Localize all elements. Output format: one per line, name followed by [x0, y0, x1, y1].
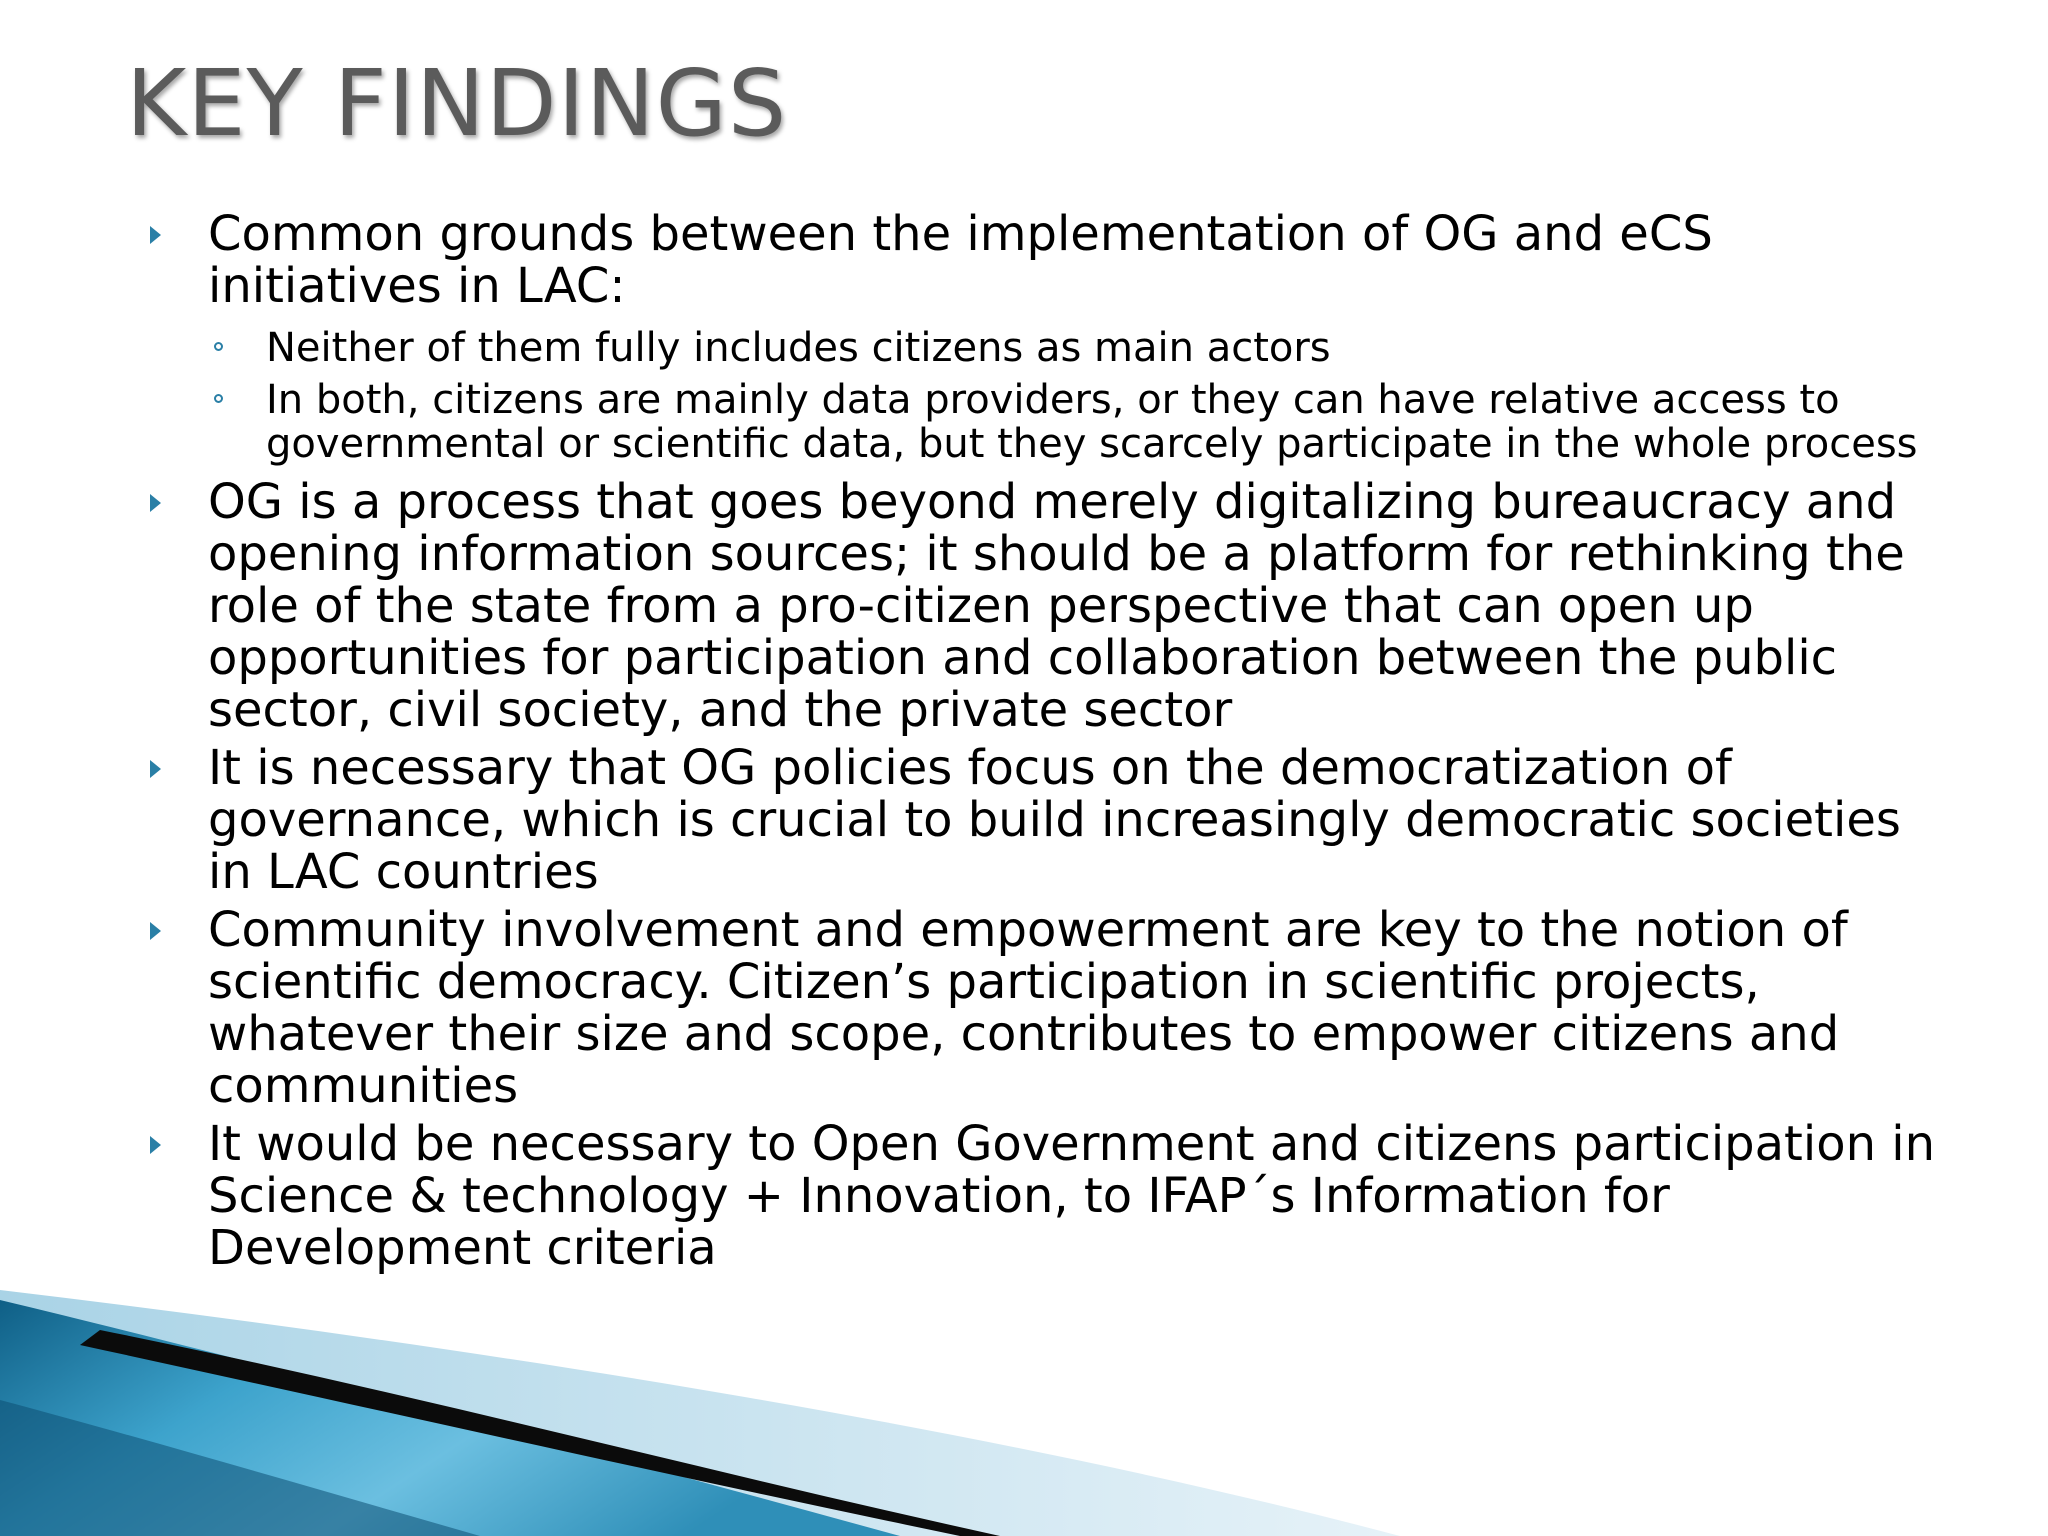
subitem-citizens-actors	[208, 326, 1950, 370]
finding-item-ifap	[150, 1118, 1950, 1274]
bullet-circle-icon	[214, 394, 223, 403]
bullet-arrow-icon	[150, 922, 161, 940]
bullet-arrow-icon	[150, 1136, 161, 1154]
finding-text: Common grounds between the implementation of OG and eCS initiatives in LAC:	[208, 206, 1713, 314]
finding-item-common-grounds	[150, 208, 1950, 466]
bullet-circle-icon	[214, 342, 223, 351]
slide-title: KEY FINDINGS	[126, 50, 788, 157]
finding-item-og-process	[150, 476, 1950, 736]
finding-text: OG is a process that goes beyond merely digitalizing bureaucracy and opening information sources; it should be a platform for rethinking the role of the state from a pro-citizen perspective that can open up opportunities for participation and collaboration between the public sector, civil society, and the private sector	[208, 474, 1905, 738]
bullet-arrow-icon	[150, 494, 161, 512]
finding-text: It would be necessary to Open Government and citizens participation in Science & technology + Innovation, to IFAP´s Information for Development criteria	[208, 1116, 1936, 1276]
findings-list	[150, 208, 1950, 1280]
finding-text: Community involvement and empowerment are key to the notion of scientific democracy. Citizen’s participation in scientific projects, whatever their size and scope, contributes to empower citizens and communities	[208, 902, 1848, 1114]
subitem-data-providers	[208, 378, 1950, 466]
finding-text: It is necessary that OG policies focus on the democratization of governance, which is crucial to build increasingly democratic societies in LAC countries	[208, 740, 1901, 900]
finding-item-community	[150, 904, 1950, 1112]
bullet-arrow-icon	[150, 226, 161, 244]
subitem-text: Neither of them fully includes citizens as main actors	[266, 325, 1331, 371]
bullet-arrow-icon	[150, 760, 161, 778]
finding-item-democratization	[150, 742, 1950, 898]
finding-subitems	[208, 326, 1950, 466]
subitem-text: In both, citizens are mainly data providers, or they can have relative access to governmental or scientific data, but they scarcely participate in the whole process	[266, 377, 1918, 467]
